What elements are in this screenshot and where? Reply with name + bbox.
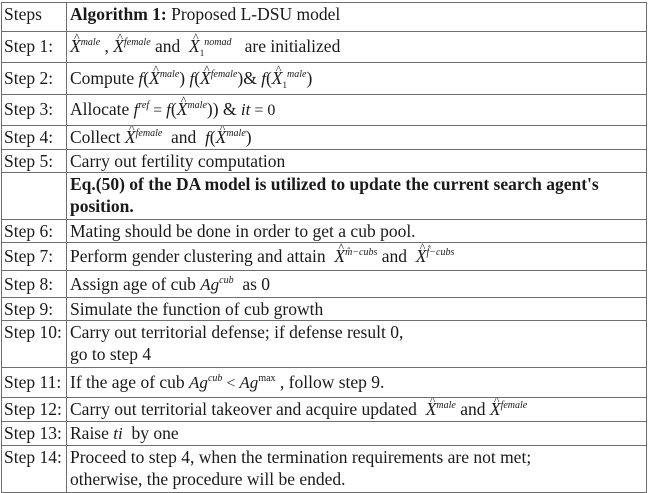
- table-row: [2, 398, 647, 422]
- step-label: Step 3:: [2, 95, 67, 126]
- table-row: [2, 368, 647, 398]
- table-row: [2, 243, 647, 271]
- step-description: Collect ^ $X^{female}$ and f(^ $X^{male}$): [67, 126, 647, 150]
- table-row: [2, 298, 647, 321]
- header-steps: Steps: [2, 3, 67, 32]
- algorithm-name: Proposed L-DSU model: [166, 4, 341, 24]
- step-description: ^ $X^{male}$ , ^ $X^{female}$ and ^ $X_1^{nomad}$ are initialized: [67, 32, 647, 63]
- table-row: [2, 422, 647, 446]
- step-description: Carry out territorial takeover and acquire updated ^ $X^{male}$ and ^ $X^{female}$: [67, 398, 647, 422]
- table-row: [2, 126, 647, 150]
- step-label: Step 10:: [2, 321, 67, 368]
- step-label: Step 5:: [2, 150, 67, 173]
- table-row: [2, 446, 647, 493]
- step-label: Step 2:: [2, 63, 67, 95]
- table-row: [2, 271, 647, 298]
- algorithm-label: Algorithm 1:: [70, 4, 167, 24]
- step-description: Perform gender clustering and attain ^ $X^{m̂-cubs}$ and ^ $X^{f̂-cubs}$: [67, 243, 647, 271]
- table-row: [2, 95, 647, 126]
- step-description: Eq.(50) of the DA model is utilized to update the current search agent's position.: [67, 173, 647, 220]
- step-description: Compute f(^ $X^{male}$) f(^ $X^{female})\&$ f(^ $X_1^{male}$): [67, 63, 647, 95]
- table-row: [2, 32, 647, 63]
- step-label: Step 14:: [2, 446, 67, 493]
- step-label: Step 7:: [2, 243, 67, 271]
- step-label: Step 4:: [2, 126, 67, 150]
- step-description: Carry out territorial defense; if defense result 0, go to step 4: [67, 321, 647, 368]
- step-label: Step 13:: [2, 422, 67, 446]
- step-description: If the age of cub $Ag^{cub} < Ag^{max}$ , follow step 9.: [67, 368, 647, 398]
- step-label: [2, 173, 67, 220]
- step-label: Step 12:: [2, 398, 67, 422]
- table-row: [2, 173, 647, 220]
- table-row: [2, 63, 647, 95]
- step-description: Simulate the function of cub growth: [67, 298, 647, 321]
- step-label: Step 8:: [2, 271, 67, 298]
- step-description: Raise ti by one: [67, 422, 647, 446]
- table-row: [2, 220, 647, 243]
- table-row: [2, 321, 647, 368]
- algorithm-table: [1, 2, 647, 493]
- step-label: Step 11:: [2, 368, 67, 398]
- step-description: Mating should be done in order to get a cub pool.: [67, 220, 647, 243]
- step-description: Assign age of cub $Ag^{cub}$ as 0: [67, 271, 647, 298]
- step-label: Step 9:: [2, 298, 67, 321]
- step-label: Step 1:: [2, 32, 67, 63]
- step-description: Carry out fertility computation: [67, 150, 647, 173]
- step-label: Step 6:: [2, 220, 67, 243]
- table-header-row: [2, 3, 647, 32]
- step-description: Allocate $f^{ref}$ = f(^ $X^{male}$)) & it = 0: [67, 95, 647, 126]
- step-description: Proceed to step 4, when the termination requirements are not met; otherwise, the procedure will be ended.: [67, 446, 647, 493]
- table-row: [2, 150, 647, 173]
- header-algorithm-title: [67, 3, 647, 32]
